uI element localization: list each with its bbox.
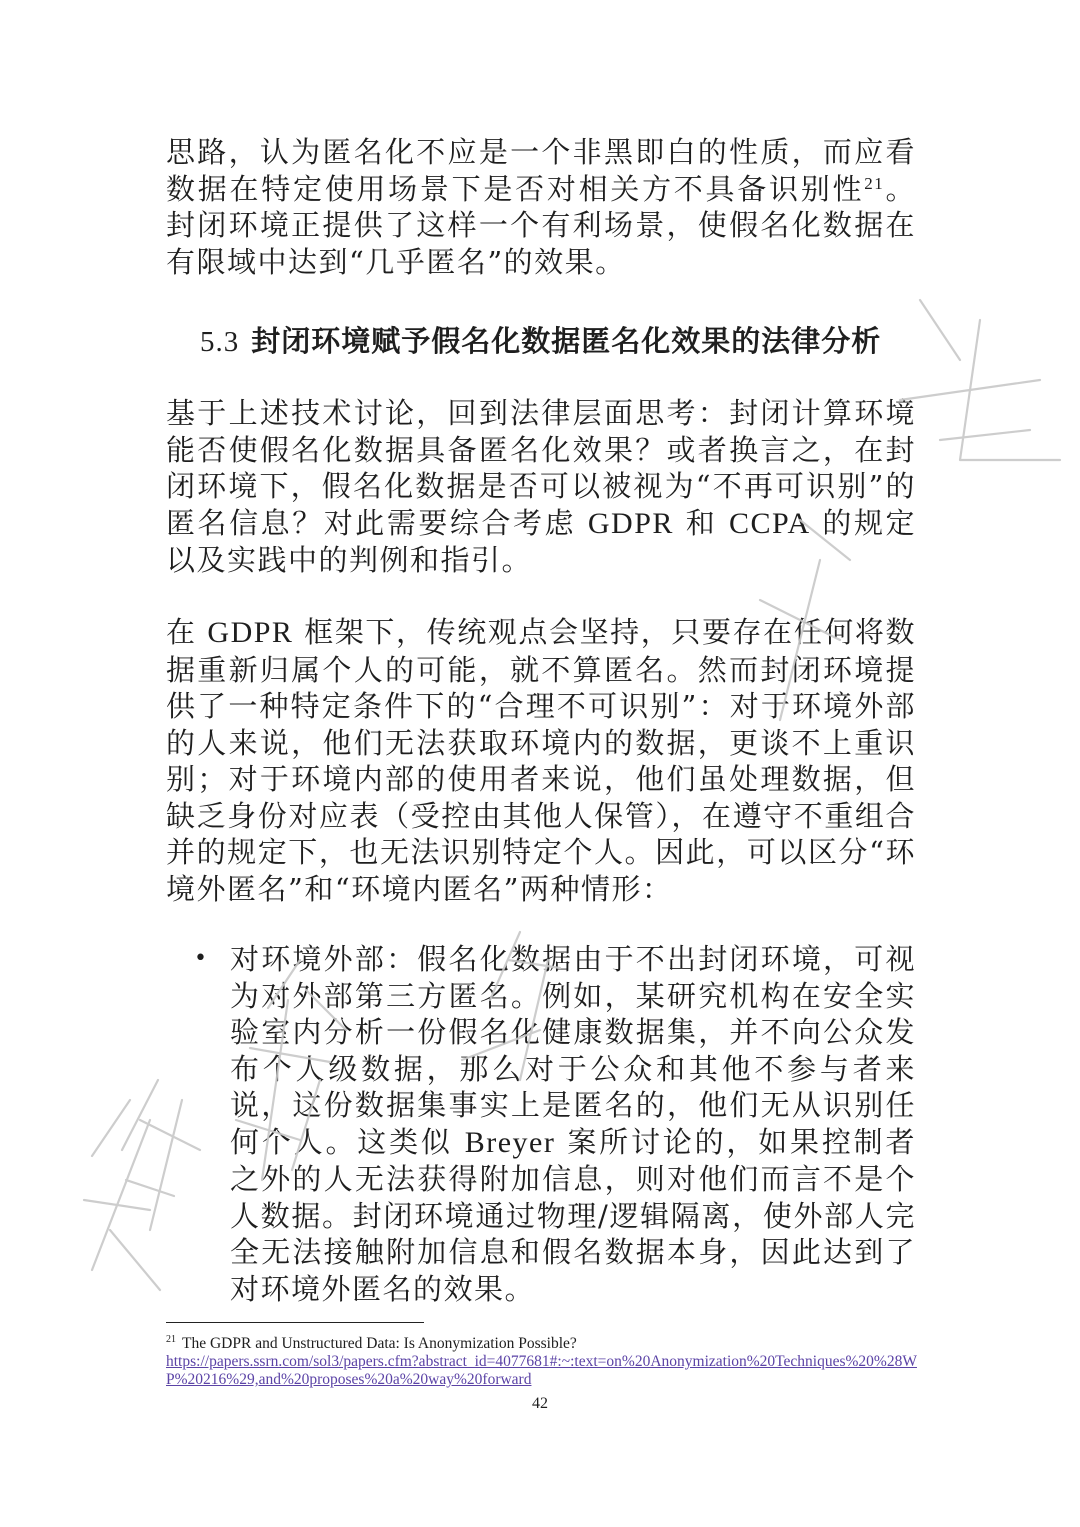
footnote-title: The GDPR and Unstructured Data: Is Anonymization Possible? — [182, 1335, 577, 1353]
footnote — [166, 1331, 926, 1389]
p2-text-end: 的规定以及实践中的判例和指引。 — [166, 505, 917, 577]
p3-text-cont: 框架下，传统观点会坚持，只要存在任何将数据重新归属个人的可能，就不算匿名。然而封闭环境提供了一种特定条件下的“合理不可识别”：对于环境外部的人来说，他们无法获取环境内的数据，更谈不上重识别；对于环境内部的使用者来说，他们虽处理数据，但缺乏身份对应表（受控由其他人保管），在遵守不重组合并的规定下，也无法识别特定个人。因此，可以区分“环境外匿名”和“环境内匿名”两种情形： — [166, 615, 916, 906]
p3-text: 在 — [166, 615, 208, 649]
bullet-text-cont: 案所讨论的，如果控制者之外的人无法获得附加信息，则对他们而言不是个人数据。封闭环境通过物理/逻辑隔离，使外部人完全无法接触附加信息和假名数据本身，因此达到了对环境外匿名的效果。 — [230, 1124, 916, 1306]
section-number: 5.3 — [200, 326, 240, 358]
body-paragraph-3 — [166, 614, 916, 907]
section-heading — [200, 321, 881, 362]
bullet-list — [194, 941, 916, 1307]
p2-text: 基于上述技术讨论，回到法律层面思考：封闭计算环境能否使假名化数据具备匿名化效果？或者换言之，在封闭环境下，假名化数据是否可以被视为“不再可识别”的匿名信息？对此需要综合考虑 — [166, 396, 916, 540]
footnote-title-line — [166, 1331, 926, 1353]
section-title: 封闭环境赋予假名化数据匿名化效果的法律分析 — [251, 324, 882, 358]
term-gdpr: GDPR — [587, 506, 674, 540]
term-ccpa: CCPA — [729, 506, 811, 540]
footnote-link[interactable]: https://papers.ssrn.com/sol3/papers.cfm?abstract_id=4077681#:~:text=on%20Anonymization%20Techniques%20%28WP%20216%29,and%20proposes%20a%20way%20forward — [166, 1353, 917, 1389]
p1-text-cont: 。封闭环境正提供了这样一个有利场景，使假名化数据在有限域中达到“几乎匿名”的效果。 — [166, 171, 916, 279]
footnote-number: 21 — [166, 1334, 176, 1345]
page-number: 42 — [532, 1395, 548, 1412]
list-item — [194, 941, 916, 1307]
body-paragraph-2 — [166, 395, 916, 579]
bullet-text: 对环境外部：假名化数据由于不出封闭环境，可视为对外部第三方匿名。例如，某研究机构在安全实验室内分析一份假名化健康数据集，并不向公众发布个人级数据，那么对于公众和其他不参与者来说，这份数据集事实上是匿名的，他们无从识别任何个人。这类似 — [230, 942, 916, 1159]
term-gdpr: GDPR — [207, 616, 294, 649]
bullet-icon: • — [194, 946, 209, 971]
footnote-ref-21[interactable]: 21 — [864, 173, 885, 193]
p1-text: 思路，认为匿名化不应是一个非黑即白的性质，而应看数据在特定使用场景下是否对相关方不具备识别性 — [166, 135, 916, 206]
p2-text-and: 和 — [673, 505, 730, 540]
body-paragraph-1 — [166, 134, 916, 280]
footnote-divider — [166, 1322, 424, 1323]
term-breyer: Breyer — [464, 1125, 556, 1159]
